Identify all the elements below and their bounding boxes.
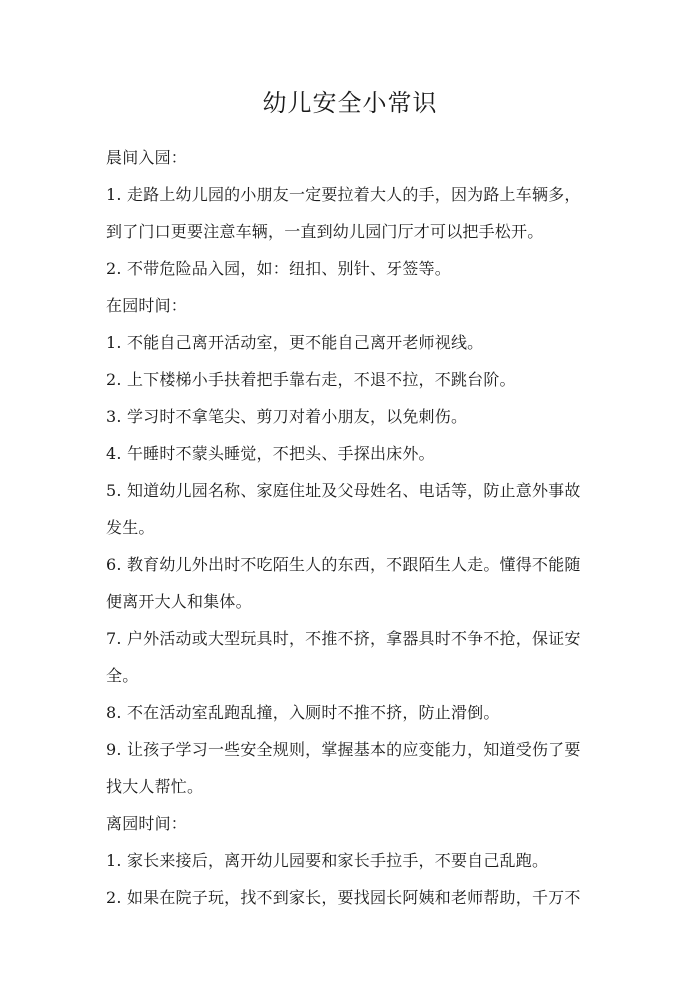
- paragraph-line: 全。: [106, 666, 139, 685]
- section-heading-morning-arrival: 晨间入园：: [106, 148, 188, 167]
- section-heading-in-school: 在园时间：: [106, 296, 188, 315]
- paragraph-line: 1. 家长来接后，离开幼儿园要和家长手拉手，不要自己乱跑。: [106, 851, 549, 870]
- paragraph-line: 3. 学习时不拿笔尖、剪刀对着小朋友，以免刺伤。: [106, 407, 468, 426]
- paragraph-line: 便离开大人和集体。: [106, 592, 252, 611]
- paragraph-line: 2. 不带危险品入园，如：纽扣、别针、牙签等。: [106, 259, 451, 278]
- paragraph-line: 5. 知道幼儿园名称、家庭住址及父母姓名、电话等，防止意外事故: [106, 481, 581, 500]
- paragraph-line: 2. 如果在院子玩，找不到家长，要找园长阿姨和老师帮助，千万不: [106, 888, 581, 907]
- paragraph-line: 8. 不在活动室乱跑乱撞，入厕时不推不挤，防止滑倒。: [106, 703, 500, 722]
- document-title: 幼儿安全小常识: [262, 89, 438, 117]
- section-heading-leaving-school: 离园时间：: [106, 814, 188, 833]
- paragraph-line: 1. 走路上幼儿园的小朋友一定要拉着大人的手，因为路上车辆多，: [106, 185, 581, 204]
- paragraph-line: 找大人帮忙。: [106, 777, 204, 796]
- paragraph-line: 1. 不能自己离开活动室，更不能自己离开老师视线。: [106, 333, 484, 352]
- paragraph-line: 6. 教育幼儿外出时不吃陌生人的东西，不跟陌生人走。懂得不能随: [106, 555, 581, 574]
- paragraph-line: 发生。: [106, 518, 155, 537]
- paragraph-line: 到了门口更要注意车辆，一直到幼儿园门厅才可以把手松开。: [106, 222, 544, 241]
- paragraph-line: 7. 户外活动或大型玩具时，不推不挤，拿器具时不争不抢，保证安: [106, 629, 581, 648]
- paragraph-line: 9. 让孩子学习一些安全规则，掌握基本的应变能力，知道受伤了要: [106, 740, 581, 759]
- paragraph-line: 2. 上下楼梯小手扶着把手靠右走，不退不拉，不跳台阶。: [106, 370, 516, 389]
- paragraph-line: 4. 午睡时不蒙头睡觉，不把头、手探出床外。: [106, 444, 435, 463]
